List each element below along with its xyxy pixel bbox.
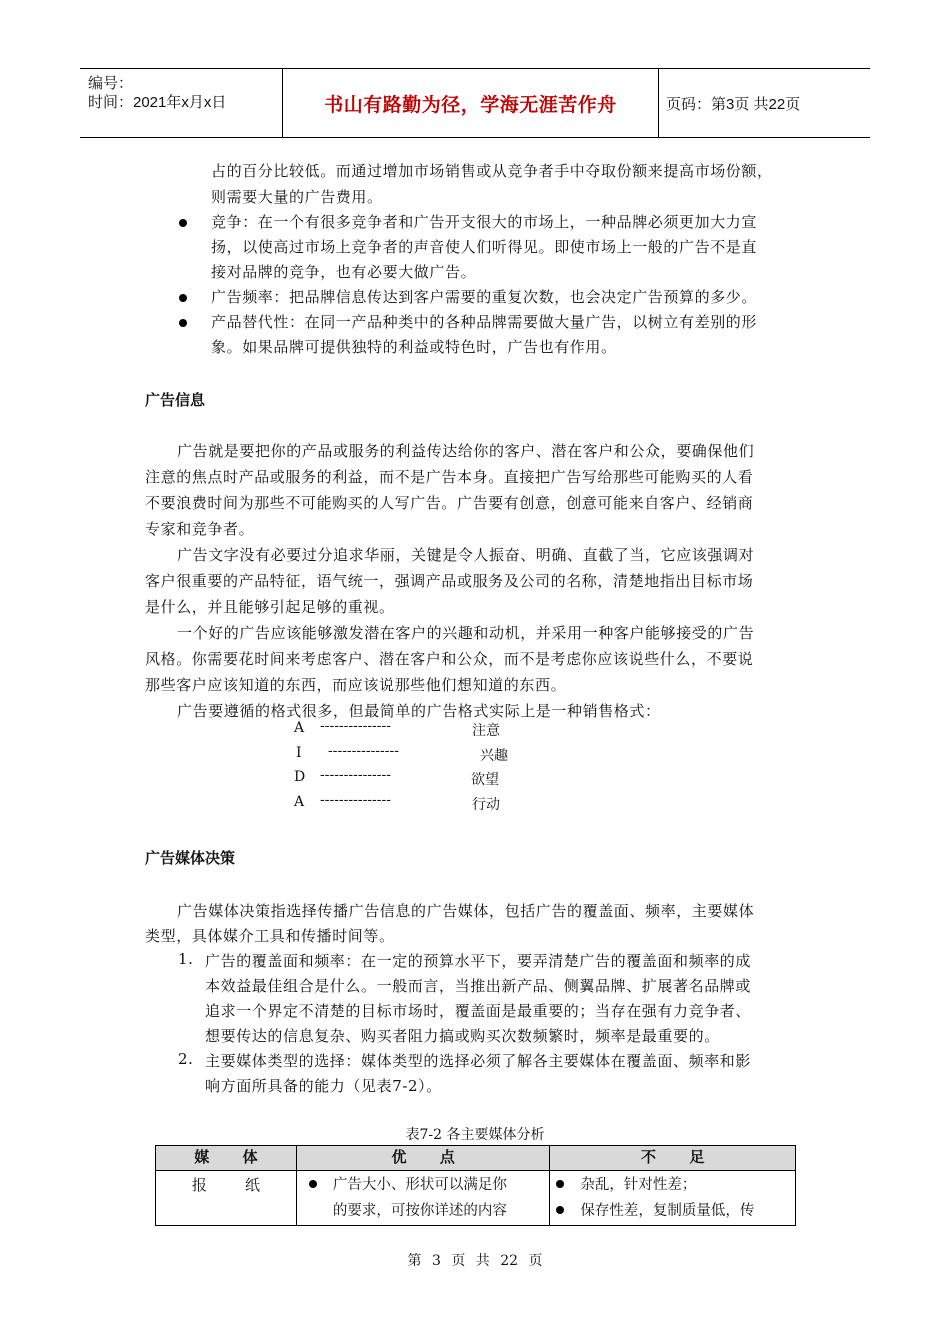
- footer-current-page: 3: [431, 1253, 441, 1269]
- footer-total-pages: 22: [500, 1253, 519, 1269]
- list-line: 追求一个界定不清楚的目标市场时，覆盖面是最重要的；当存在强有力竞争者、: [205, 1002, 752, 1020]
- bullet-line: 产品替代性：在同一产品种类中的各种品牌需要做大量广告，以树立有差别的形: [211, 313, 758, 331]
- time-label: 时间：2021年x月x日: [88, 94, 227, 111]
- aida-word: 兴趣: [480, 748, 508, 764]
- footer-part: 第: [407, 1253, 422, 1269]
- bullet-icon: [309, 1180, 317, 1188]
- bullet-icon: [179, 294, 187, 302]
- aida-dashes: ---------------: [328, 743, 399, 759]
- aida-word: 欲望: [471, 772, 499, 788]
- paragraph-line: 广告文字没有必要过分追求华丽，关键是令人振奋、明确、直截了当，它应该强调对: [177, 546, 755, 564]
- paragraph-line: 那些客户应该知道的东西，而应该说那些他们想知道的东西。: [145, 676, 567, 694]
- section-heading: 广告媒体决策: [145, 850, 236, 867]
- list-line: 本效益最佳组合是什么。一般而言，当推出新产品、侧翼品牌、扩展著名品牌或: [205, 977, 752, 995]
- cons-line: 杂乱，针对性差；: [580, 1177, 697, 1193]
- paragraph-line: 广告要遵循的格式很多，但最简单的广告格式实际上是一种销售格式：: [177, 702, 661, 720]
- footer-part: 页: [528, 1253, 543, 1269]
- footer-part: 共: [475, 1253, 490, 1269]
- bullet-icon: [179, 219, 187, 227]
- doc-number-label: 编号：: [88, 75, 134, 92]
- table-row: [156, 1171, 796, 1226]
- table-header: 不 足: [550, 1146, 796, 1171]
- aida-dashes: ---------------: [320, 767, 391, 783]
- aida-word: 注意: [472, 723, 500, 739]
- bullet-icon: [556, 1180, 564, 1188]
- bullet-icon: [179, 319, 187, 327]
- pros-line: 广告大小、形状可以满足你: [332, 1177, 507, 1193]
- paragraph-line: 一个好的广告应该能够激发潜在客户的兴趣和动机，并采用一种客户能够接受的广告: [177, 624, 755, 642]
- intro-line: 则需要大量的广告费用。: [211, 188, 383, 206]
- list-number: 1.: [178, 950, 194, 968]
- paragraph-line: 专家和竞争者。: [145, 520, 255, 538]
- paragraph-line: 类型，具体媒介工具和传播时间等。: [145, 927, 395, 945]
- list-line: 响方面所具备的能力（见表7-2）。: [205, 1077, 442, 1095]
- table-header-row: [156, 1146, 796, 1171]
- paragraph-line: 是什么，并且能够引起足够的重视。: [145, 598, 395, 616]
- table-header: 媒 体: [156, 1146, 297, 1171]
- aida-word: 行动: [472, 797, 500, 813]
- media-name: 报 纸: [191, 1176, 260, 1194]
- paragraph-line: 不要浪费时间为那些不可能购买的人写广告。广告要有创意，创意可能来自客户、经销商: [145, 494, 754, 512]
- intro-line: 占的百分比较低。而通过增加市场销售或从竞争者手中夺取份额来提高市场份额，: [211, 162, 773, 180]
- aida-letter: D: [294, 769, 306, 785]
- motto: 书山有路勤为径，学海无涯苦作舟: [283, 69, 659, 137]
- bullet-icon: [556, 1206, 564, 1214]
- paragraph-line: 广告媒体决策指选择传播广告信息的广告媒体，包括广告的覆盖面、频率，主要媒体: [177, 902, 755, 920]
- media-table: [155, 1145, 796, 1226]
- page-indicator: 页码：第3页 共22页: [666, 95, 801, 113]
- paragraph-line: 风格。你需要花时间来考虑客户、潜在客户和公众，而不是考虑你应该说些什么，不要说: [145, 650, 754, 668]
- list-line: 广告的覆盖面和频率：在一定的预算水平下，要弄清楚广告的覆盖面和频率的成: [205, 952, 752, 970]
- media-cell: [156, 1171, 297, 1226]
- table-caption: 表7-2 各主要媒体分析: [405, 1127, 545, 1143]
- bullet-line: 接对品牌的竞争，也有必要大做广告。: [211, 263, 477, 281]
- bullet-line: 扬，以使高过市场上竞争者的声音使人们听得见。即使市场上一般的广告不是直: [211, 238, 758, 256]
- paragraph-line: 客户很重要的产品特征，语气统一，强调产品或服务及公司的名称，清楚地指出目标市场: [145, 572, 754, 590]
- header-meta: [80, 69, 283, 137]
- page-header: [80, 68, 870, 138]
- aida-letter: A: [294, 794, 305, 810]
- paragraph-line: 广告就是要把你的产品或服务的利益传达给你的客户、潜在客户和公众，要确保他们: [177, 442, 755, 460]
- pros-line: 的要求，可按你详述的内容: [332, 1203, 507, 1219]
- table-header: 优 点: [296, 1146, 550, 1171]
- bullet-line: 广告频率：把品牌信息传达到客户需要的重复次数，也会决定广告预算的多少。: [211, 288, 758, 306]
- paragraph-line: 注意的焦点时产品或服务的利益，而不是广告本身。直接把广告写给那些可能购买的人看: [145, 468, 754, 486]
- aida-letter: I: [296, 745, 302, 761]
- aida-dashes: ---------------: [320, 718, 391, 734]
- footer-part: 页: [451, 1253, 466, 1269]
- cons-line: 保存性差，复制质量低，传: [580, 1203, 755, 1219]
- bullet-line: 象。如果品牌可提供独特的利益或特色时，广告也有作用。: [211, 338, 617, 356]
- aida-letter: A: [294, 720, 305, 736]
- section-heading: 广告信息: [145, 392, 206, 409]
- list-line: 主要媒体类型的选择：媒体类型的选择必须了解各主要媒体在覆盖面、频率和影: [205, 1052, 752, 1070]
- list-line: 想要传达的信息复杂、购买者阻力搞或购买次数频繁时，频率是最重要的。: [205, 1027, 720, 1045]
- page-footer: [0, 1250, 950, 1270]
- bullet-line: 竞争：在一个有很多竞争者和广告开支很大的市场上，一种品牌必须更加大力宣: [211, 213, 758, 231]
- list-number: 2.: [178, 1050, 194, 1068]
- aida-dashes: ---------------: [320, 792, 391, 808]
- pros-cell: [296, 1171, 550, 1226]
- cons-cell: [550, 1171, 796, 1226]
